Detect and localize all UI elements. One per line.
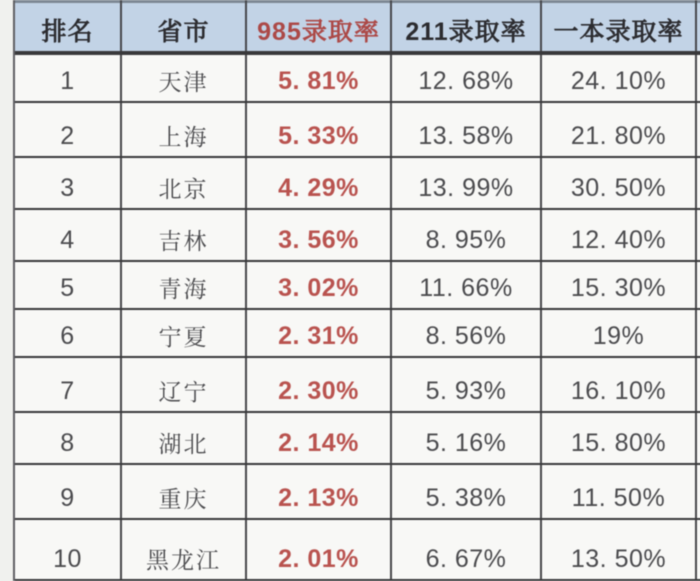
cell-province: 辽宁	[122, 358, 247, 411]
table-row	[15, 262, 700, 310]
cell-tier1-rate: 19%	[542, 310, 697, 356]
header-cell-tier1-rate: 一本录取率	[542, 0, 697, 51]
cell-tier1-rate: 15. 30%	[542, 262, 697, 308]
cell-province: 黑龙江	[122, 520, 247, 579]
cell-rank: 3	[15, 158, 122, 208]
header-cell-985-rate: 985录取率	[247, 0, 392, 51]
cell-rank: 6	[15, 310, 122, 356]
cell-tier1-rate: 15. 80%	[542, 413, 697, 463]
header-cell-211-rate: 211录取率	[392, 0, 542, 51]
cell-rank: 5	[15, 262, 122, 308]
cell-rank: 9	[15, 465, 122, 518]
cell-province: 北京	[122, 158, 247, 208]
table-row	[15, 413, 700, 465]
cell-province: 青海	[122, 262, 247, 308]
cell-tier1-rate: 11. 50%	[542, 465, 697, 518]
table-row	[15, 465, 700, 520]
cell-985-rate: 5. 81%	[247, 55, 392, 101]
cell-211-rate: 11. 66%	[392, 262, 542, 308]
cell-rank: 1	[15, 55, 122, 101]
cell-211-rate: 5. 16%	[392, 413, 542, 463]
cell-211-rate: 13. 58%	[392, 103, 542, 156]
cell-211-rate: 13. 99%	[392, 158, 542, 208]
cell-province: 天津	[122, 55, 247, 101]
cell-province: 上海	[122, 103, 247, 156]
cell-211-rate: 8. 95%	[392, 210, 542, 260]
cell-rank: 4	[15, 210, 122, 260]
table-row	[15, 358, 700, 413]
cell-985-rate: 2. 30%	[247, 358, 392, 411]
table-row	[15, 520, 700, 581]
cell-tier1-rate: 16. 10%	[542, 358, 697, 411]
cell-211-rate: 8. 56%	[392, 310, 542, 356]
cell-985-rate: 5. 33%	[247, 103, 392, 156]
cell-rank: 10	[15, 520, 122, 579]
table-row	[15, 158, 700, 210]
cell-985-rate: 3. 56%	[247, 210, 392, 260]
table-header-row	[15, 0, 700, 55]
cell-211-rate: 6. 67%	[392, 520, 542, 579]
table-row	[15, 103, 700, 158]
cell-rank: 7	[15, 358, 122, 411]
cell-province: 宁夏	[122, 310, 247, 356]
cell-province: 湖北	[122, 413, 247, 463]
cell-985-rate: 2. 31%	[247, 310, 392, 356]
cell-985-rate: 3. 02%	[247, 262, 392, 308]
cell-211-rate: 12. 68%	[392, 55, 542, 101]
cell-rank: 8	[15, 413, 122, 463]
cell-211-rate: 5. 93%	[392, 358, 542, 411]
cell-tier1-rate: 30. 50%	[542, 158, 697, 208]
cell-tier1-rate: 13. 50%	[542, 520, 697, 579]
table-row	[15, 55, 700, 103]
cell-province: 吉林	[122, 210, 247, 260]
cell-985-rate: 2. 14%	[247, 413, 392, 463]
cell-985-rate: 4. 29%	[247, 158, 392, 208]
cell-rank: 2	[15, 103, 122, 156]
admission-rate-table	[13, 0, 700, 581]
cell-211-rate: 5. 38%	[392, 465, 542, 518]
cell-985-rate: 2. 01%	[247, 520, 392, 579]
header-cell-rank: 排名	[15, 0, 122, 51]
table-row	[15, 310, 700, 358]
cell-985-rate: 2. 13%	[247, 465, 392, 518]
table-row	[15, 210, 700, 262]
cell-tier1-rate: 12. 40%	[542, 210, 697, 260]
cell-tier1-rate: 24. 10%	[542, 55, 697, 101]
header-cell-province: 省市	[122, 0, 247, 51]
cell-tier1-rate: 21. 80%	[542, 103, 697, 156]
cell-province: 重庆	[122, 465, 247, 518]
